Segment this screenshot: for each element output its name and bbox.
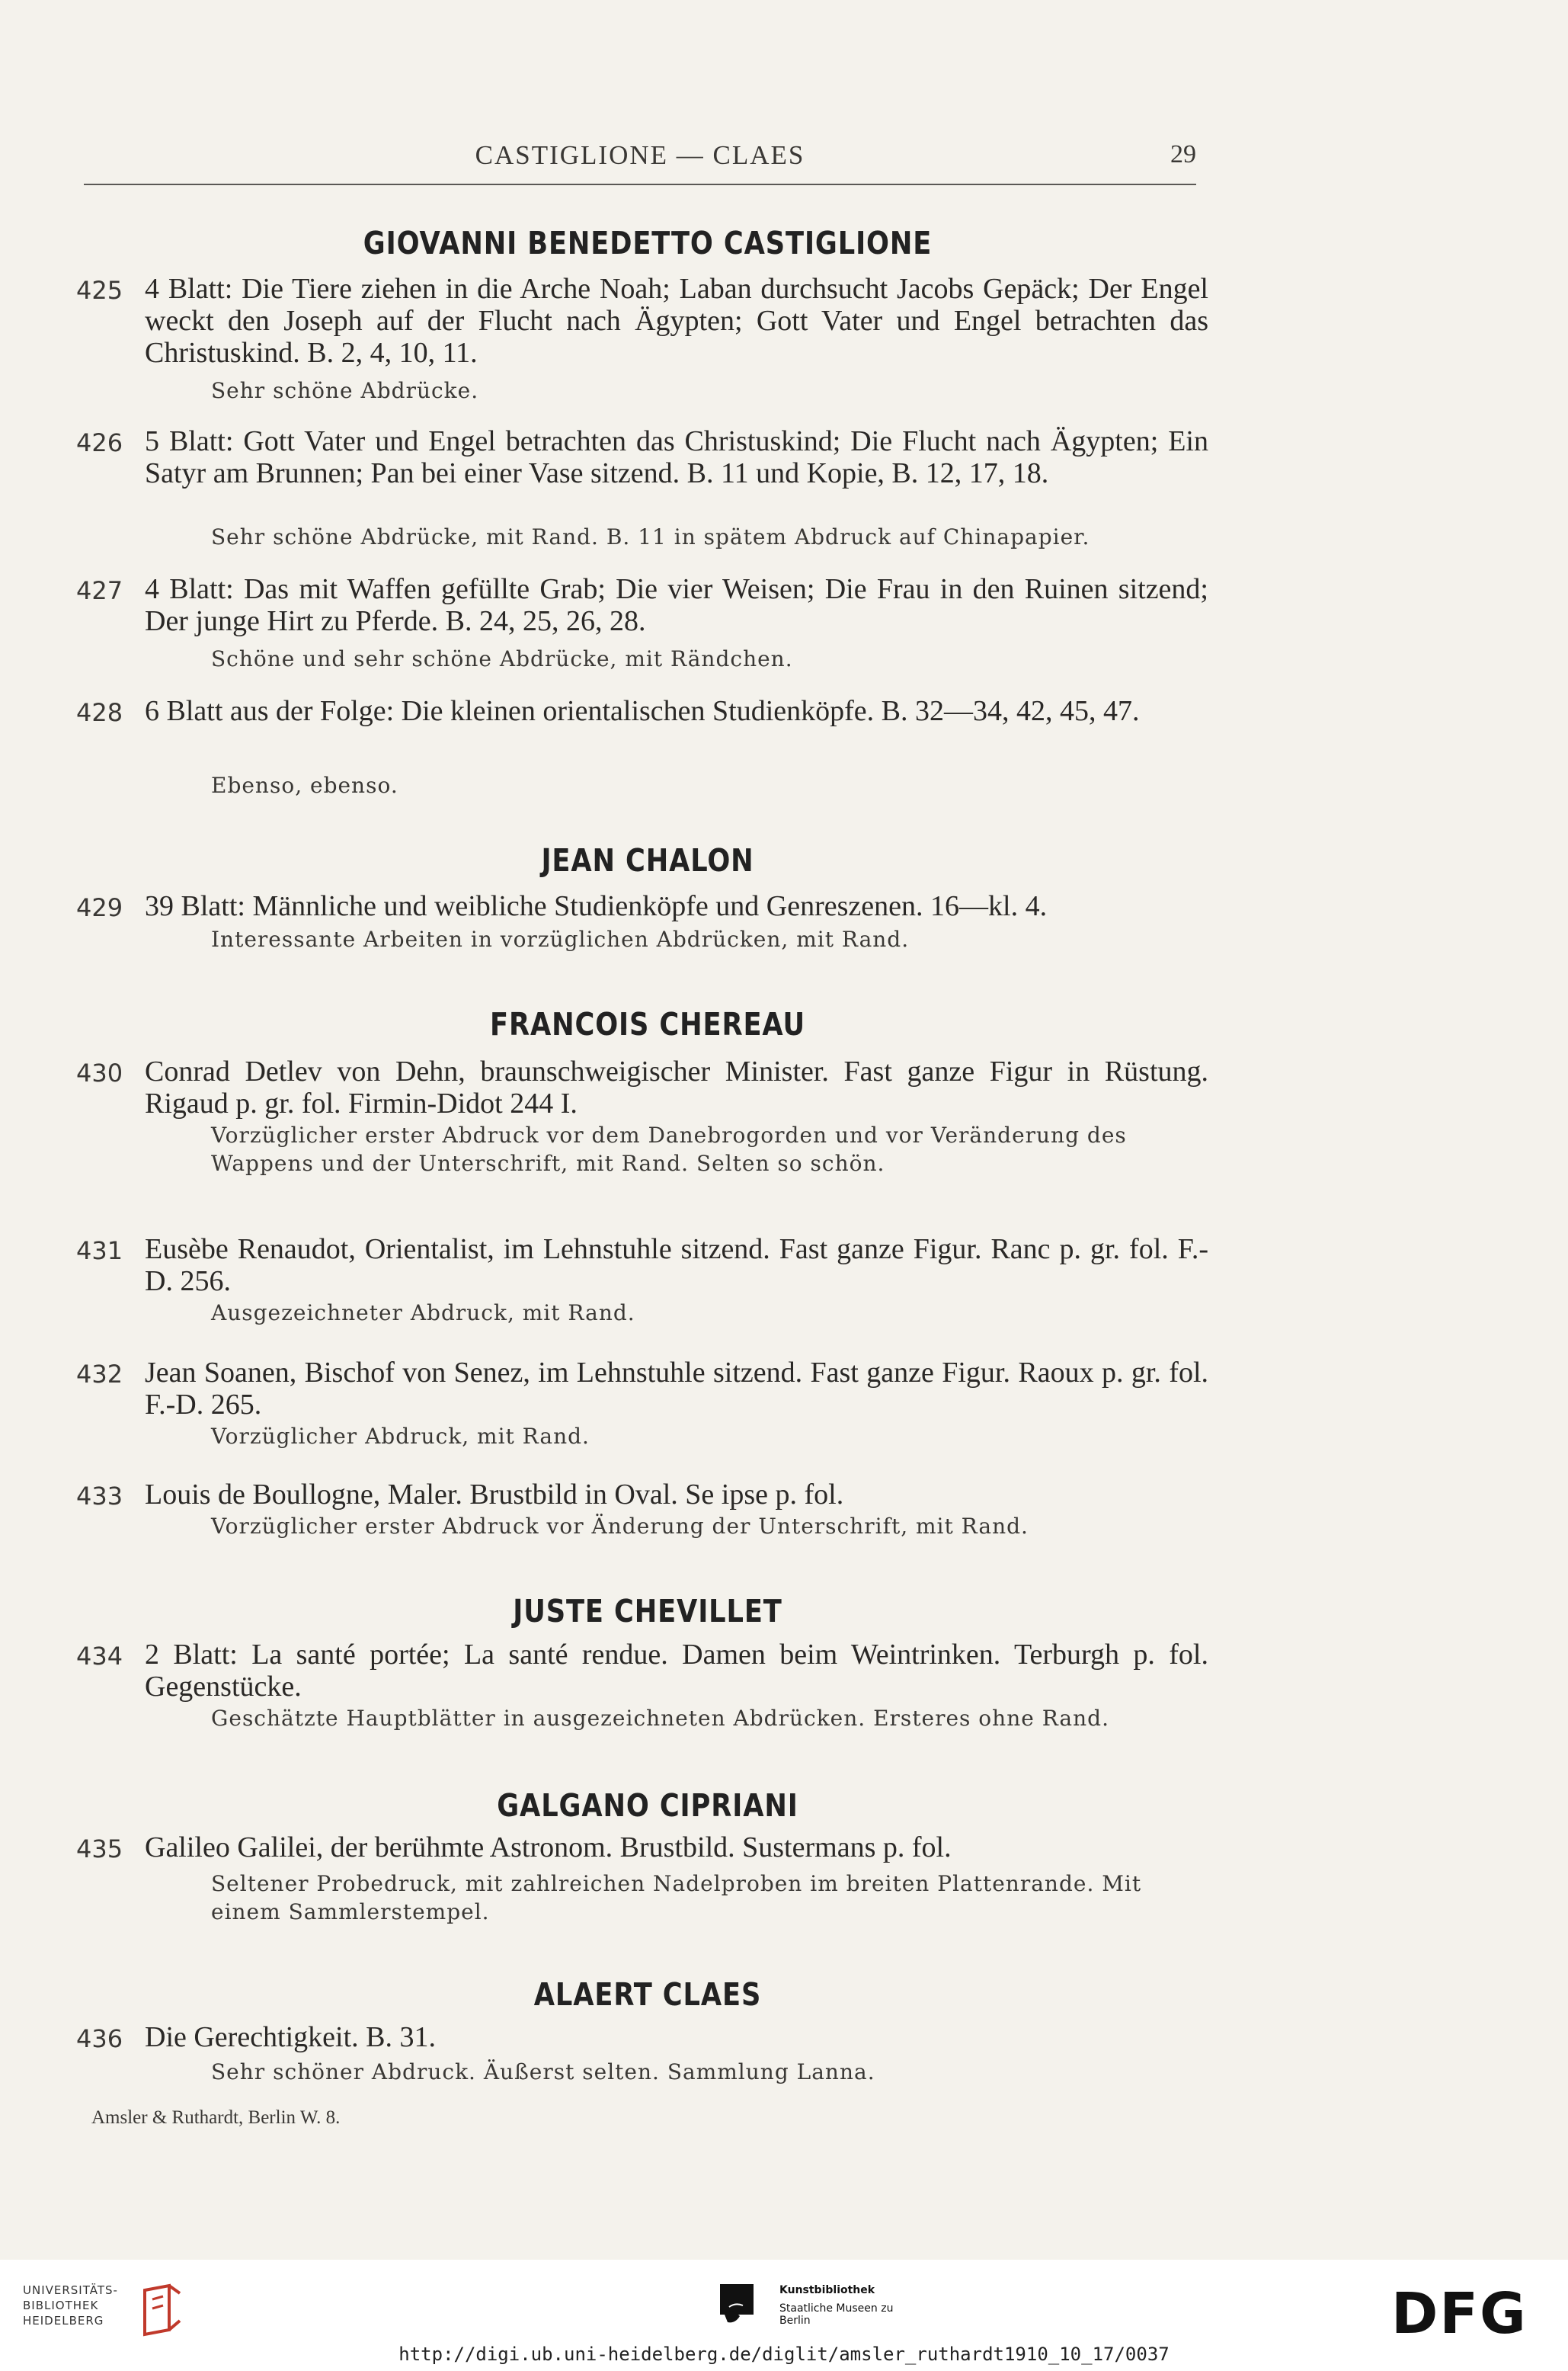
lot-description: Conrad Detlev von Dehn, braunschweigischer Minister. Fast ganze Figur in Rüstung. Rigaud p. gr. fol. Firmin-Didot 244 I. (145, 1056, 1208, 1120)
section-title-castiglione: GIOVANNI BENEDETTO CASTIGLIONE (363, 225, 933, 261)
section-title-chalon: JEAN CHALON (541, 842, 754, 879)
lot-number: 434 (76, 1642, 123, 1671)
publisher-imprint: Amsler & Ruthardt, Berlin W. 8. (91, 2107, 341, 2128)
lot-number: 426 (76, 428, 123, 457)
kunstbibliothek-logo[interactable] (720, 2283, 918, 2336)
lot-condition-note: Sehr schöner Abdruck. Äußerst selten. Sammlung Lanna. (211, 2059, 875, 2084)
lot-number: 433 (76, 1482, 123, 1511)
dfg-wordmark: DFG (1391, 2283, 1528, 2344)
lot-number: 427 (76, 576, 123, 605)
lot-number: 425 (76, 276, 123, 305)
lot-condition-note: Vorzüglicher erster Abdruck vor dem Danebrogorden und vor Veränderung des Wappens und der Unterschrift, mit Rand. Selten so schön. (211, 1123, 1127, 1176)
lot-condition-note: Vorzüglicher erster Abdruck vor Änderung der Unterschrift, mit Rand. (211, 1514, 1029, 1539)
ub-line-1: UNIVERSITÄTS- (23, 2283, 118, 2297)
lot-condition-note: Schöne und sehr schöne Abdrücke, mit Rändchen. (211, 646, 793, 671)
lot-condition-note: Vorzüglicher Abdruck, mit Rand. (211, 1424, 590, 1449)
page-number: 29 (1170, 140, 1196, 168)
lot-description: 39 Blatt: Männliche und weibliche Studienköpfe und Genreszenen. 16—kl. 4. (145, 890, 1048, 922)
digitization-footer (0, 2260, 1568, 2371)
kunstbibliothek-eagle-icon (720, 2284, 754, 2324)
lot-description: Jean Soanen, Bischof von Senez, im Lehnstuhle sitzend. Fast ganze Figur. Raoux p. gr. fol. F.-D. 265. (145, 1357, 1208, 1421)
lot-number: 431 (76, 1236, 123, 1265)
lot-description: 4 Blatt: Die Tiere ziehen in die Arche Noah; Laban durchsucht Jacobs Gepäck; Der Engel weckt den Joseph auf der Flucht nach Ägypten; Gott Vater und Engel betrachten das Christuskind. B. 2, 4, 10, 11. (145, 273, 1208, 369)
ub-line-3: HEIDELBERG (23, 2314, 104, 2328)
lot-number: 428 (76, 698, 123, 727)
running-head (84, 137, 1196, 191)
kunstbibliothek-subtitle: Staatliche Museen zu Berlin (779, 2302, 894, 2327)
lot-description: 5 Blatt: Gott Vater und Engel betrachten das Christuskind; Die Flucht nach Ägypten; Ein Satyr am Brunnen; Pan bei einer Vase sitzend. B. 11 und Kopie, B. 12, 17, 18. (145, 425, 1208, 489)
lot-condition-note: Interessante Arbeiten in vorzüglichen Abdrücken, mit Rand. (211, 927, 910, 952)
lot-description: 2 Blatt: La santé portée; La santé rendue. Damen beim Weintrinken. Terburgh p. fol. Gegenstücke. (145, 1639, 1208, 1703)
lot-condition-note: Sehr schöne Abdrücke. (211, 378, 479, 403)
lot-description: Galileo Galilei, der berühmte Astronom. Brustbild. Sustermans p. fol. (145, 1831, 952, 1863)
lot-condition-note: Ebenso, ebenso. (211, 773, 398, 798)
lot-description: Die Gerechtigkeit. B. 31. (145, 2021, 437, 2053)
lot-number: 430 (76, 1059, 123, 1088)
ub-heidelberg-logo[interactable] (23, 2283, 198, 2344)
kunstbibliothek-name: Kunstbibliothek (779, 2284, 875, 2296)
lot-number: 429 (76, 893, 123, 922)
running-title: CASTIGLIONE — CLAES (475, 140, 805, 170)
lot-description: Louis de Boullogne, Maler. Brustbild in Oval. Se ipse p. fol. (145, 1479, 844, 1511)
section-title-chevillet: JUSTE CHEVILLET (513, 1593, 782, 1629)
lot-number: 435 (76, 1834, 123, 1863)
dfg-logo[interactable] (1391, 2283, 1548, 2344)
lot-condition-note: Geschätzte Hauptblätter in ausgezeichneten Abdrücken. Ersteres ohne Rand. (211, 1706, 1109, 1731)
lot-description: Eusèbe Renaudot, Orientalist, im Lehnstuhle sitzend. Fast ganze Figur. Ranc p. gr. fol. F.-D. 256. (145, 1233, 1208, 1297)
lot-number: 432 (76, 1360, 123, 1389)
ub-book-icon (139, 2283, 184, 2337)
section-title-claes: ALAERT CLAES (533, 1976, 762, 2013)
permalink-url[interactable]: http://digi.ub.uni-heidelberg.de/diglit/amsler_ruthardt1910_10_17/0037 (398, 2344, 1170, 2365)
lot-description: 4 Blatt: Das mit Waffen gefüllte Grab; Die vier Weisen; Die Frau in den Ruinen sitzend; Der junge Hirt zu Pferde. B. 24, 25, 26, 28. (145, 573, 1208, 637)
lot-number: 436 (76, 2024, 123, 2053)
lot-condition-note: Seltener Probedruck, mit zahlreichen Nadelproben im breiten Plattenrande. Mit einem Sammlerstempel. (211, 1871, 1142, 1924)
lot-condition-note: Ausgezeichneter Abdruck, mit Rand. (211, 1300, 635, 1325)
ub-line-2: BIBLIOTHEK (23, 2299, 99, 2312)
header-rule (84, 184, 1196, 185)
lot-condition-note: Sehr schöne Abdrücke, mit Rand. B. 11 in spätem Abdruck auf Chinapapier. (211, 524, 1090, 549)
ub-heidelberg-wordmark (23, 2283, 137, 2328)
section-title-chereau: FRANCOIS CHEREAU (490, 1006, 805, 1043)
lot-description: 6 Blatt aus der Folge: Die kleinen orientalischen Studienköpfe. B. 32—34, 42, 45, 47. (145, 695, 1140, 727)
section-title-cipriani: GALGANO CIPRIANI (497, 1787, 798, 1824)
